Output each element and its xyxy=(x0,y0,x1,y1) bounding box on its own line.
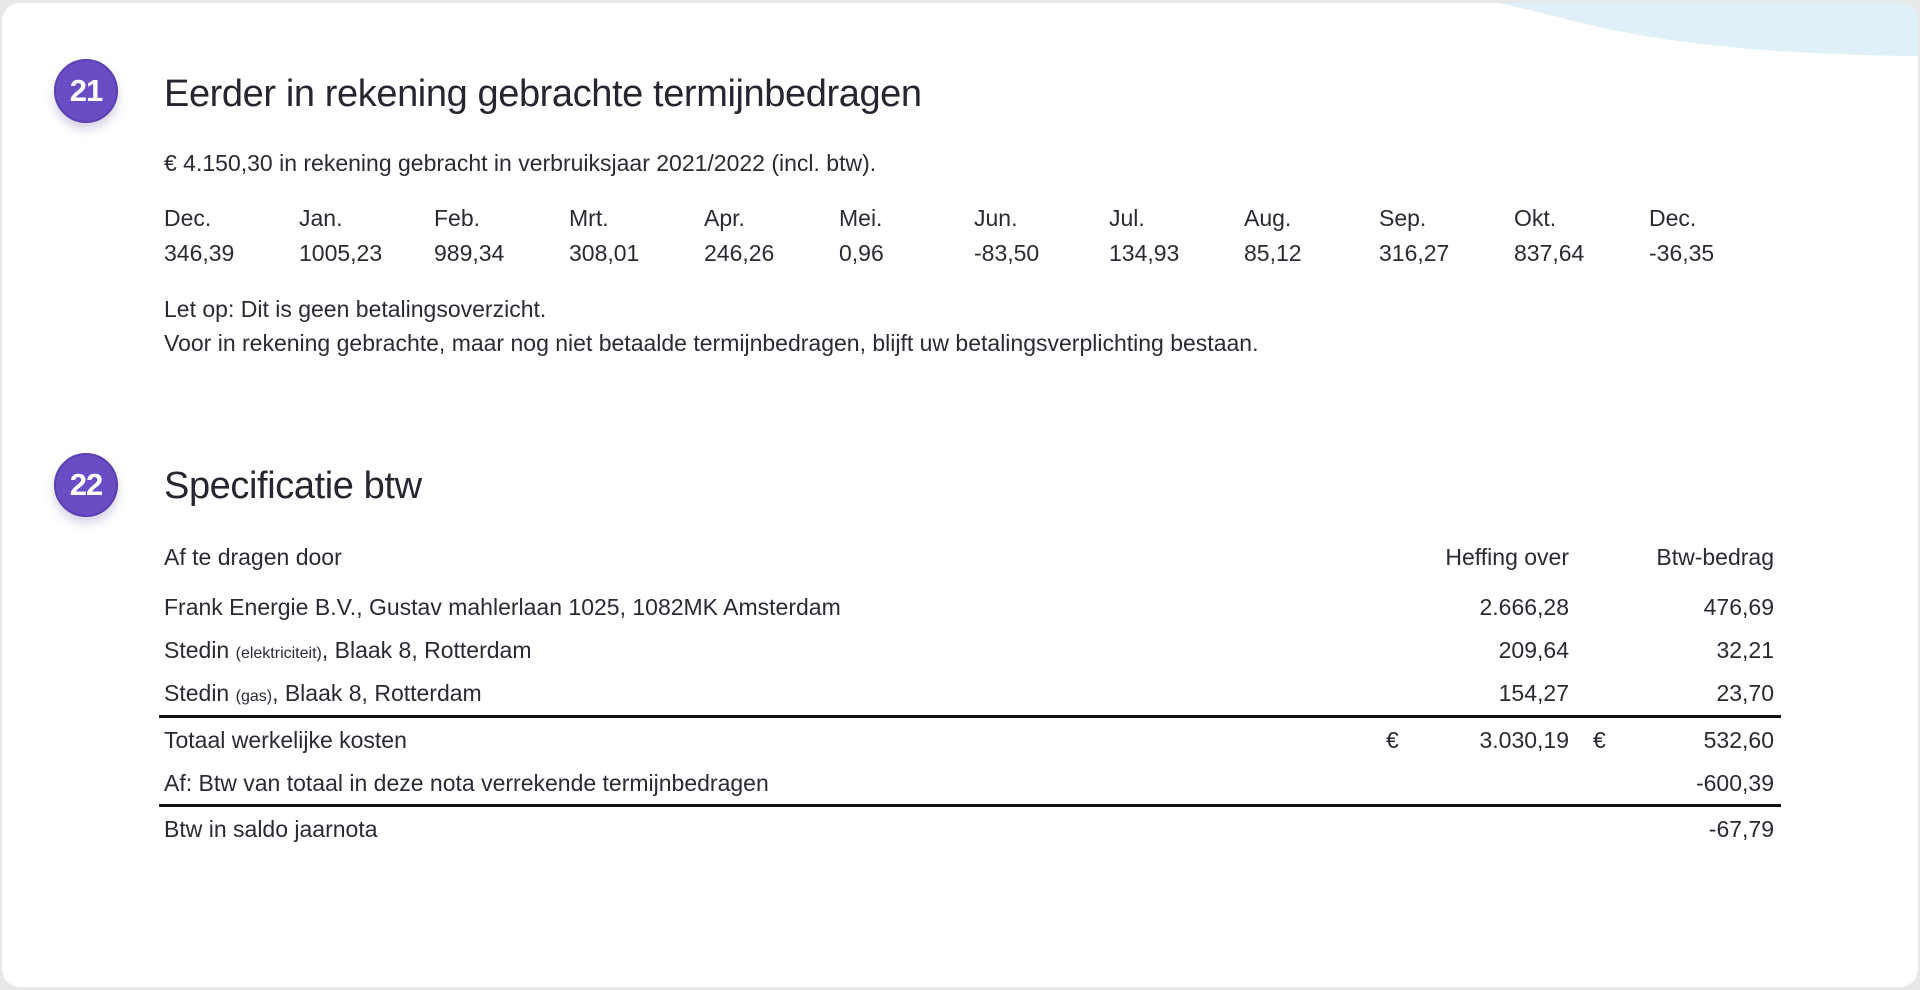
month-label: Apr. xyxy=(704,205,745,231)
row-suffix: , Blaak 8, Rotterdam xyxy=(321,637,532,663)
monthly-amounts xyxy=(164,201,1784,271)
row-btw: 476,69 xyxy=(1703,594,1774,620)
month-amount: -36,35 xyxy=(1649,240,1715,266)
saldo-label: Btw in saldo jaarnota xyxy=(164,816,378,842)
total-btw: 532,60 xyxy=(1703,726,1774,753)
termijn-summary: € 4.150,30 in rekening gebracht in verbruiksjaar 2021/2022 (incl. btw). xyxy=(164,150,877,176)
btw-specification-table xyxy=(159,537,1781,852)
month-amount: 316,27 xyxy=(1379,240,1450,266)
month-label: Dec. xyxy=(164,205,212,231)
section-title-btw: Specificatie btw xyxy=(164,465,422,507)
deduction-label: Af: Btw van totaal in deze nota verrekende termijnbedragen xyxy=(164,769,769,796)
row-heffing: 209,64 xyxy=(1498,637,1569,663)
row-heffing: 154,27 xyxy=(1498,680,1569,706)
header-af-te-dragen: Af te dragen door xyxy=(164,544,342,570)
month-amount: 346,39 xyxy=(164,240,235,266)
month-label: Jun. xyxy=(974,205,1018,231)
euro-sign: € xyxy=(1386,726,1399,753)
month-column xyxy=(1514,201,1649,271)
month-label: Mei. xyxy=(839,205,883,231)
month-label: Aug. xyxy=(1244,205,1292,231)
row-name: Stedin xyxy=(164,637,236,663)
month-label: Dec. xyxy=(1649,205,1697,231)
table-row xyxy=(159,629,1781,672)
month-column xyxy=(1244,201,1379,271)
section-number-badge: 21 xyxy=(54,59,118,123)
month-column xyxy=(704,201,839,271)
month-amount: 989,34 xyxy=(434,240,505,266)
row-qualifier: (gas) xyxy=(235,688,273,705)
section-title-termijnbedragen: Eerder in rekening gebrachte termijnbedragen xyxy=(164,73,922,115)
saldo-btw: -67,79 xyxy=(1708,816,1774,842)
month-column xyxy=(974,201,1109,271)
row-btw: 23,70 xyxy=(1716,680,1774,706)
month-label: Mrt. xyxy=(569,205,609,231)
month-column xyxy=(1379,201,1514,271)
row-suffix: , Blaak 8, Rotterdam xyxy=(272,680,482,706)
month-label: Sep. xyxy=(1379,205,1427,231)
deduction-row xyxy=(159,762,1781,804)
total-row xyxy=(159,718,1781,762)
saldo-row xyxy=(159,807,1781,852)
table-row xyxy=(159,672,1781,715)
month-amount: 837,64 xyxy=(1514,240,1585,266)
row-qualifier: (elektriciteit) xyxy=(235,645,322,662)
section-number-badge: 22 xyxy=(54,453,118,517)
row-name: Stedin xyxy=(164,680,236,706)
decorative-wave xyxy=(1498,3,1918,59)
month-column xyxy=(299,201,434,271)
euro-sign: € xyxy=(1593,726,1606,753)
total-label: Totaal werkelijke kosten xyxy=(164,726,407,753)
month-amount: 85,12 xyxy=(1244,240,1302,266)
month-column xyxy=(1649,201,1784,271)
month-label: Jan. xyxy=(299,205,343,231)
header-btw-bedrag: Btw-bedrag xyxy=(1656,544,1774,570)
header-heffing-over: Heffing over xyxy=(1445,544,1569,570)
month-label: Feb. xyxy=(434,205,481,231)
month-column xyxy=(839,201,974,271)
month-amount: -83,50 xyxy=(974,240,1040,266)
deduction-btw: -600,39 xyxy=(1695,769,1774,796)
row-name: Frank Energie B.V., Gustav mahlerlaan 1025, 1082MK Amsterdam xyxy=(164,594,841,620)
month-column xyxy=(434,201,569,271)
row-btw: 32,21 xyxy=(1716,637,1774,663)
invoice-card xyxy=(2,3,1918,987)
month-amount: 1005,23 xyxy=(299,240,383,266)
month-amount: 246,26 xyxy=(704,240,775,266)
month-column xyxy=(164,201,299,271)
row-heffing: 2.666,28 xyxy=(1479,594,1569,620)
month-amount: 0,96 xyxy=(839,240,884,266)
month-label: Jul. xyxy=(1109,205,1145,231)
month-label: Okt. xyxy=(1514,205,1557,231)
total-heffing: 3.030,19 xyxy=(1479,726,1569,753)
table-row xyxy=(159,586,1781,629)
month-column xyxy=(1109,201,1244,271)
table-header xyxy=(159,537,1781,578)
month-column xyxy=(569,201,704,271)
payment-note-line2: Voor in rekening gebrachte, maar nog niet betaalde termijnbedragen, blijft uw betalingsverplichting bestaan. xyxy=(164,330,1259,356)
month-amount: 134,93 xyxy=(1109,240,1180,266)
month-amount: 308,01 xyxy=(569,240,640,266)
payment-note-line1: Let op: Dit is geen betalingsoverzicht. xyxy=(164,296,547,322)
